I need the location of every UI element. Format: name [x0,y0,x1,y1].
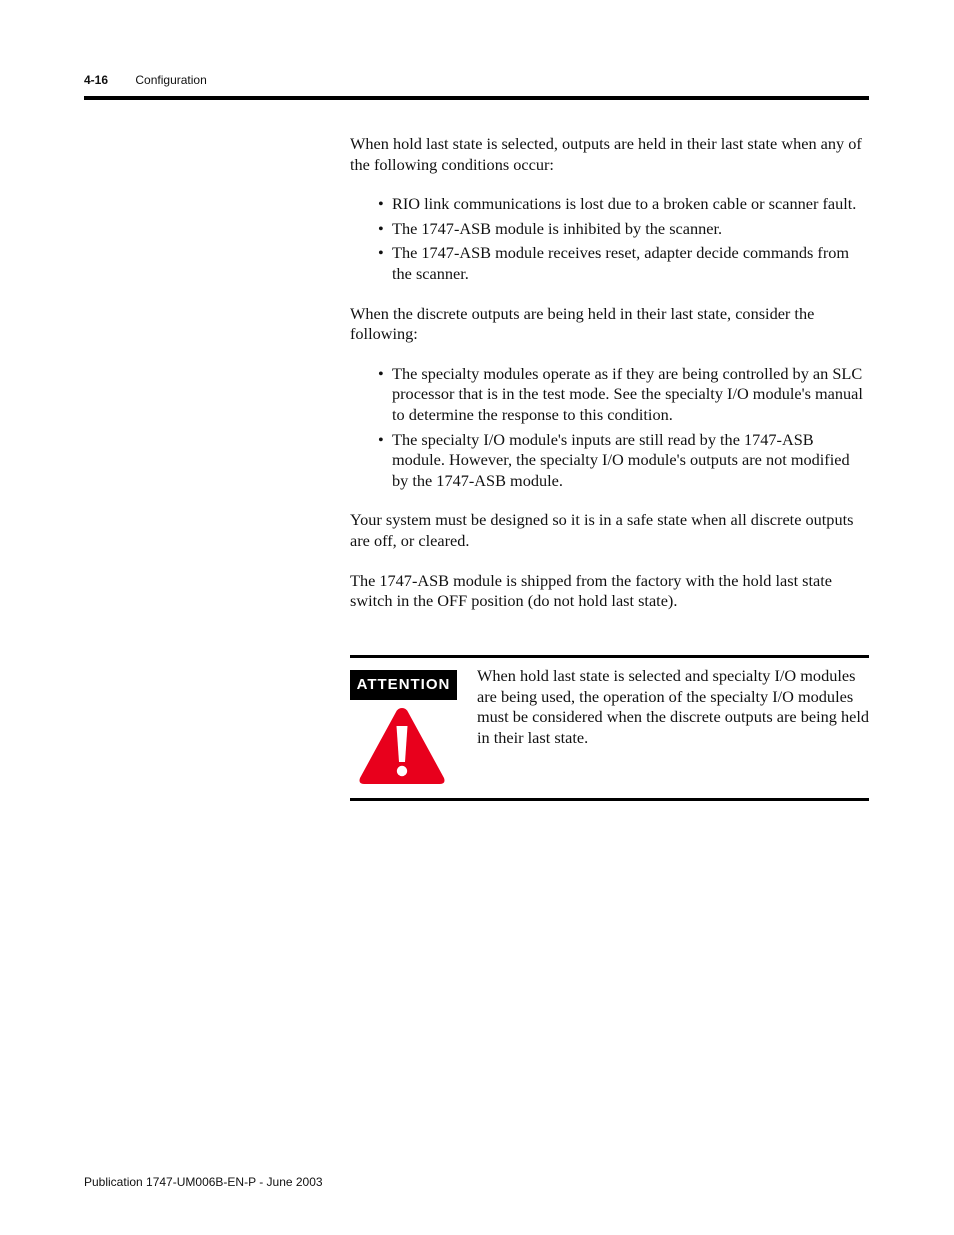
list-item: • RIO link communications is lost due to a broken cable or scanner fault. [378,194,857,214]
intro-paragraph: When hold last state is selected, outputs are held in their last state when any of the following conditions occur: [350,134,862,174]
warning-triangle-icon [356,704,448,788]
bullet-icon: • [378,243,384,263]
section-title: Configuration [135,73,207,87]
main-content [350,134,868,631]
list-item: • The 1747-ASB module receives reset, adapter decide commands from the scanner. [378,243,850,283]
list-item: • The specialty I/O module's inputs are still read by the 1747-ASB module. However, the specialty I/O module's outputs are not modified by the 1747-ASB module. [378,429,850,490]
bullet-icon: • [378,429,384,449]
list-item: • The specialty modules operate as if they are being controlled by an SLC processor that is in the test mode. See the specialty I/O module's manual to determine the response to this condition. [378,363,863,424]
attention-text: When hold last state is selected and specialty I/O modules are being used, the operation of the specialty I/O modules must be considered when the discrete outputs are being held in their last state. [477,666,869,747]
page-footer: Publication 1747-UM006B-EN-P - June 2003 [84,1175,323,1189]
safety-paragraph: Your system must be designed so it is in a safe state when all discrete outputs are off, or cleared. [350,510,854,550]
attention-label: ATTENTION [350,670,457,700]
shipping-paragraph: The 1747-ASB module is shipped from the factory with the hold last state switch in the OFF position (do not hold last state). [350,570,833,611]
list-item: • The 1747-ASB module is inhibited by the scanner. [378,218,723,238]
considerations-list [350,364,868,492]
held-intro-paragraph: When the discrete outputs are being held in their last state, consider the following: [350,303,815,344]
bullet-icon: • [378,218,384,238]
bullet-icon: • [378,363,384,383]
attention-box [350,655,869,801]
bullet-icon: • [378,194,384,214]
header-divider [84,96,869,100]
page-header [84,73,207,87]
conditions-list [350,194,868,284]
page-number: 4-16 [84,73,109,87]
